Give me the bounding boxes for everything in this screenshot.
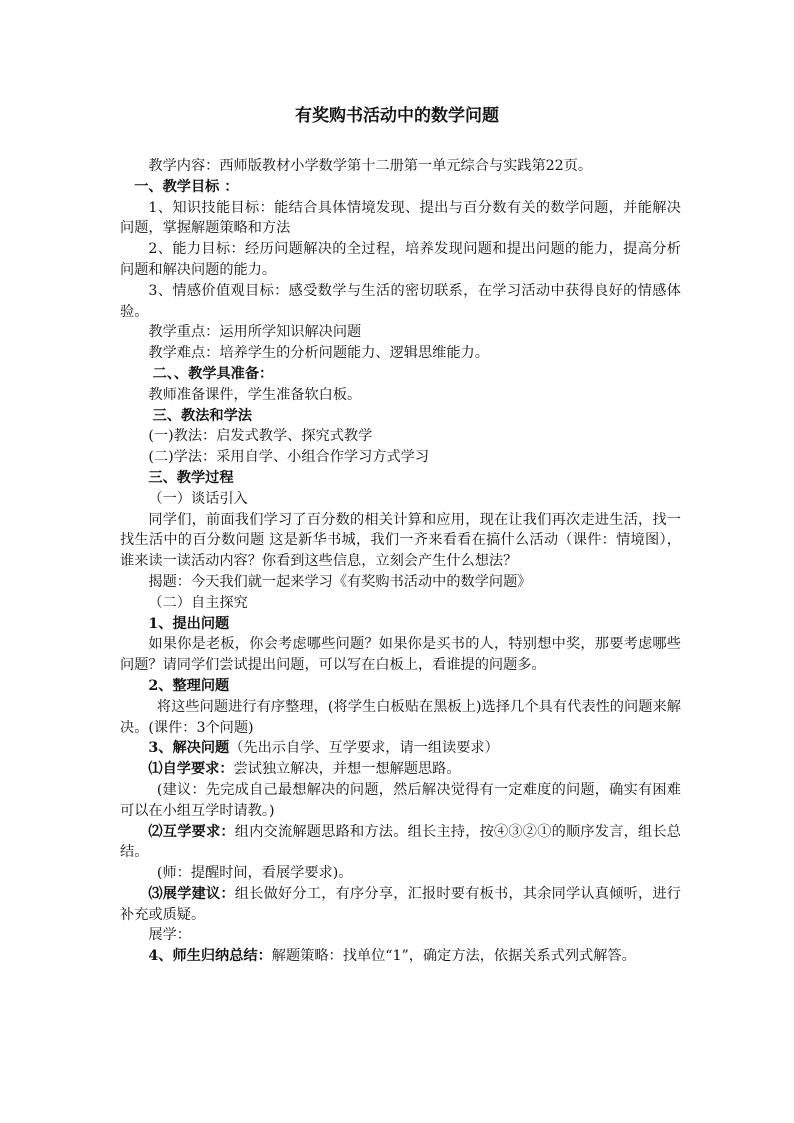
req1-note: (建议：先完成自己最想解决的问题，然后解决觉得有一定难度的问题，确实有困难可以在小组互学时请教。)	[120, 781, 681, 819]
step1-reveal: 揭题：今天我们就一起来学习《有奖购书活动中的数学问题》	[148, 573, 532, 590]
sub3-line	[120, 738, 681, 759]
show-label: 展学：	[148, 927, 191, 944]
req1-text: 尝试独立解决，并想一想解题思路。	[233, 761, 461, 778]
sub4-line	[120, 946, 681, 967]
document-body	[120, 156, 681, 967]
goal-emotion: 3、情感价值观目标：感受数学与生活的密切联系，在学习活动中获得良好的情感体验。	[120, 282, 681, 320]
req2-note: (师：提醒时间，看展学要求)。	[156, 865, 353, 882]
sub4-text: 解题策略：找单位“1”，确定方法，依据关系式列式解答。	[271, 948, 636, 965]
method-learning: (二)学法：采用自学、小组合作学习方式学习	[148, 449, 430, 466]
req1-label: ⑴自学要求：	[148, 761, 234, 778]
methods-heading: 三、教法和学法	[152, 407, 252, 424]
req3-label: ⑶展学建议：	[148, 885, 235, 902]
step1-text: 同学们，前面我们学习了百分数的相关计算和应用，现在让我们再次走进生活，找一找生活中的百分数问题 这是新华书城，我们一齐来看看在搞什么活动（课件：情境图），谁来读一读活动内容？你看到这些信息，立刻会产生什么想法？	[120, 511, 681, 570]
step1-heading: （一）谈话引入	[148, 490, 248, 507]
req1-line	[120, 759, 681, 780]
req3-text: 组长做好分工，有序分享，汇报时要有板书，其余同学认真倾听，进行补充或质疑。	[120, 885, 681, 923]
process-heading: 三、教学过程	[148, 469, 234, 486]
req2-label: ⑵互学要求：	[148, 823, 235, 840]
document-title: 有奖购书活动中的数学问题	[295, 106, 499, 126]
req2-text: 组内交流解题思路和方法。组长主持，按④③②①的顺序发言，组长总结。	[120, 823, 681, 861]
goals-heading: 一、教学目标 ：	[134, 178, 239, 195]
goal-knowledge: 1、知识技能目标：能结合具体情境发现、提出与百分数有关的数学问题，并能解决问题，掌握解题策略和方法	[120, 199, 681, 237]
sub3-heading: 3、解决问题	[148, 740, 230, 757]
sub1-heading: 1、提出问题	[148, 615, 230, 632]
difficulty: 教学难点：培养学生的分析问题能力、逻辑思维能力。	[148, 345, 489, 362]
req2-line	[120, 822, 681, 864]
prep-text: 教师准备课件，学生准备软白板。	[148, 386, 362, 403]
sub2-text: 将这些问题进行有序整理，(将学生白板贴在黑板上)选择几个具有代表性的问题来解决。(课件：3个问题)	[120, 698, 681, 736]
sub4-label: 4、师生归纳总结：	[148, 948, 272, 965]
prep-heading: 二、、教学具准备：	[152, 365, 274, 382]
teaching-content: 教学内容：西师版教材小学数学第十二册第一单元综合与实践第22页。	[148, 158, 593, 174]
key-point: 教学重点：运用所学知识解决问题	[148, 324, 362, 341]
step2-heading: （二）自主探究	[148, 594, 248, 611]
goal-ability: 2、能力目标：经历问题解决的全过程，培养发现问题和提出问题的能力，提高分析问题和解决问题的能力。	[120, 241, 681, 278]
sub1-text: 如果你是老板，你会考虑哪些问题？如果你是买书的人，特别想中奖，那要考虑哪些问题？请同学们尝试提出问题，可以写在白板上，看谁提的问题多。	[120, 636, 681, 674]
method-teaching: (一)教法：启发式教学、探究式教学	[148, 428, 373, 445]
sub3-note: （先出示自学、互学要求，请一组读要求）	[229, 740, 499, 757]
sub2-heading: 2、整理问题	[148, 677, 230, 694]
req3-line	[120, 884, 681, 926]
